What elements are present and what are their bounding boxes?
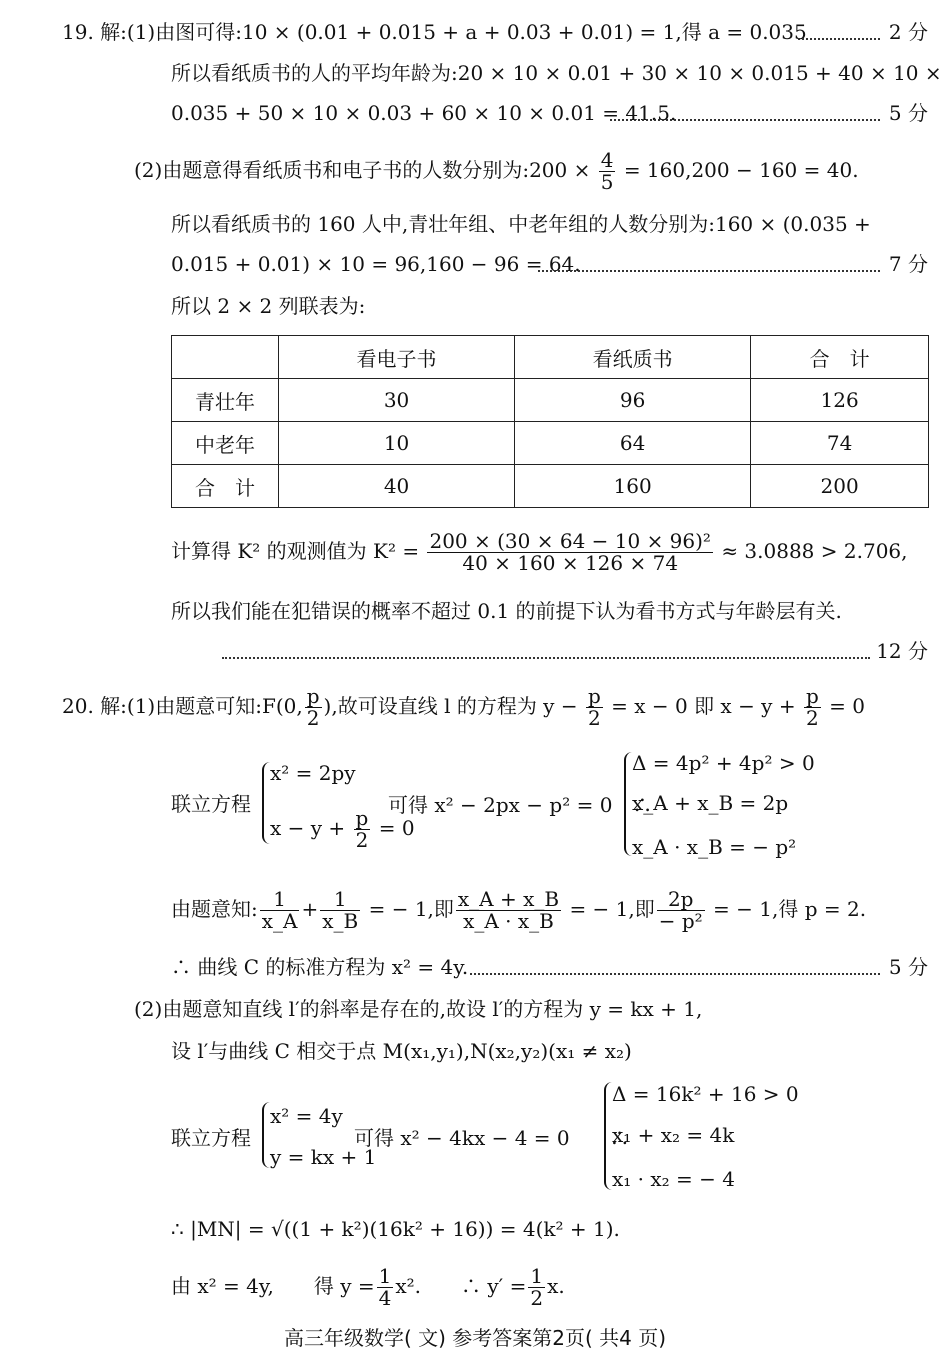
system-equation: x² = 2py: [270, 761, 356, 785]
q20-part2-line2: 设 l′与曲线 C 相交于点 M(x₁,y₁),N(x₂,y₂)(x₁ ≠ x₂): [171, 1039, 632, 1063]
table-cell: 160: [515, 465, 751, 508]
fraction: [804, 686, 821, 729]
q19-part1-line3: 0.035 + 50 × 10 × 0.03 + 60 × 10 × 0.01 = 41.5.: [171, 101, 677, 125]
table-cell: 96: [515, 379, 751, 422]
table-row: [172, 465, 929, 508]
fraction-numerator: 1: [260, 889, 300, 911]
text: (2)由题意得看纸质书和电子书的人数分别为:200 ×: [134, 158, 591, 182]
system-result-line: x₁ + x₂ = 4k: [612, 1123, 735, 1147]
fraction: [354, 808, 371, 851]
fraction-denominator: x_B: [322, 909, 359, 933]
fraction: [305, 686, 322, 729]
fraction-denominator: 2: [306, 706, 320, 730]
score-label: 5 分: [888, 955, 928, 979]
system-result-line: Δ = 4p² + 4p² > 0: [632, 751, 815, 775]
q20-part1-line3: 由题意知: $\frac{1}{x\_A}$ + $\frac{1}{x\_B}$ = − 1,即 $\frac{x\_A + x\_B}{x\_A \cdot x\_B}$ = − 1,即 $\frac{2p}{\text{− p²}}$ = − 1,得 p = 2.: [171, 887, 867, 933]
q19-conclusion: 所以我们能在犯错误的概率不超过 0.1 的前提下认为看书方式与年龄层有关.: [171, 599, 842, 623]
fraction-numerator: 1: [378, 1264, 392, 1288]
fraction-denominator: − p²: [658, 909, 703, 933]
system-result-line: x_A · x_B = − p²: [632, 835, 797, 859]
fraction-denominator: 2: [355, 828, 369, 852]
text: ≈ 3.0888 > 2.706,: [721, 539, 908, 563]
fraction-denominator: 40 × 160 × 126 × 74: [462, 551, 679, 575]
q20-part1-line1: [62, 684, 865, 729]
score-leader: [798, 38, 880, 40]
system-label: 联立方程: [171, 1126, 251, 1150]
score-label: 7 分: [888, 252, 928, 276]
score-leader: [538, 270, 880, 272]
fraction-numerator: 1: [320, 889, 360, 911]
system-result-line: x₁ · x₂ = − 4: [612, 1167, 735, 1191]
text: = − 1,得 p = 2.: [713, 897, 867, 921]
fraction: [528, 1266, 545, 1309]
k2-computation: [171, 526, 908, 576]
q19-part2-line1: [134, 148, 859, 193]
fraction-denominator: x_A: [261, 909, 298, 933]
score-label: 2 分: [888, 20, 928, 44]
text: = − 1,即: [569, 897, 655, 921]
fraction: [599, 150, 616, 193]
text: 计算得 K² 的观测值为 K² =: [171, 539, 420, 563]
q19-part1-line2: 所以看纸质书的人的平均年龄为:20 × 10 × 0.01 + 30 × 10 × 0.015 + 40 × 10 ×: [171, 61, 942, 85]
fraction: [320, 889, 360, 932]
system-result: 可得 x² − 2px − p² = 0 ∴: [388, 793, 653, 817]
table-cell: 126: [751, 379, 929, 422]
text: x.: [547, 1274, 565, 1298]
text: = x − 0 即 x − y +: [611, 694, 796, 718]
score-leader: [222, 657, 870, 659]
page-footer: 高三年级数学( 文) 参考答案第2页( 共4 页): [283, 1326, 667, 1350]
text: = 160,200 − 160 = 40.: [623, 158, 859, 182]
fraction-denominator: 4: [378, 1286, 392, 1310]
score-leader: [610, 119, 880, 121]
fraction-numerator: 4: [600, 148, 614, 172]
table-cell: 合 计: [172, 465, 279, 508]
score-leader: [470, 973, 880, 975]
text: 由题意知:: [171, 897, 258, 921]
fraction: [427, 531, 712, 574]
text: x². ∴ y′ =: [395, 1274, 527, 1298]
q19-part1-line1: 19. 解:(1)由图可得:10 × (0.01 + 0.015 + a + 0.03 + 0.01) = 1,得 a = 0.035: [62, 20, 807, 44]
table-cell: 10: [279, 422, 515, 465]
q19-part2-line2: 所以看纸质书的 160 人中,青壮年组、中老年组的人数分别为:160 × (0.035 +: [171, 212, 871, 236]
table-row: [172, 422, 929, 465]
fraction: [657, 889, 705, 932]
table-header-cell: 看纸质书: [515, 336, 751, 379]
table-cell: 30: [279, 379, 515, 422]
text: = − 1,即: [368, 897, 454, 921]
fraction-numerator: x_A + x_B: [457, 887, 560, 911]
text: = 0: [829, 694, 865, 718]
system-label: 联立方程: [171, 792, 251, 816]
q20-part2-line1: (2)由题意知直线 l′的斜率是存在的,故设 l′的方程为 y = kx + 1,: [134, 997, 703, 1021]
system-equation: x² = 4y: [270, 1104, 343, 1128]
table-cell: 64: [515, 422, 751, 465]
text: = 0: [378, 816, 415, 840]
fraction-numerator: p: [587, 684, 601, 708]
fraction: [260, 889, 300, 932]
q20-part1-line4: ∴ 曲线 C 的标准方程为 x² = 4y.: [171, 955, 469, 979]
text: 20. 解:(1)由题意可知:F(0,: [62, 694, 303, 718]
fraction-denominator: 2: [530, 1286, 544, 1310]
fraction-denominator: 2: [806, 706, 819, 730]
table-header-cell: 看电子书: [279, 336, 515, 379]
fraction-numerator: 1: [530, 1264, 544, 1288]
table-cell: 40: [279, 465, 515, 508]
text: 由 x² = 4y, 得 y =: [171, 1274, 375, 1298]
fraction: [377, 1266, 394, 1309]
fraction-numerator: p: [355, 806, 369, 830]
fraction-numerator: 200 × (30 × 64 − 10 × 96)²: [429, 529, 711, 553]
derivative-line: [171, 1262, 565, 1310]
table-header-cell: [172, 336, 279, 379]
q19-part2-line3: 0.015 + 0.01) × 10 = 96,160 − 96 = 64.: [171, 252, 581, 276]
text: ),故可设直线 l 的方程为 y −: [323, 694, 578, 718]
fraction-denominator: 5: [600, 170, 614, 194]
score-label: 12 分: [876, 639, 928, 663]
contingency-table: [171, 335, 929, 508]
fraction-numerator: p: [805, 684, 819, 708]
system-result-line: x_A + x_B = 2p: [632, 791, 789, 815]
system-result: 可得 x² − 4kx − 4 = 0 ∴: [354, 1126, 630, 1150]
table-cell: 74: [751, 422, 929, 465]
system-result-line: Δ = 16k² + 16 > 0: [612, 1082, 799, 1106]
fraction-numerator: 2p: [657, 889, 705, 911]
fraction-denominator: 2: [587, 706, 601, 730]
table-cell: 200: [751, 465, 929, 508]
fraction-numerator: p: [306, 684, 320, 708]
table-cell: 青壮年: [172, 379, 279, 422]
fraction: [586, 686, 603, 729]
system-equation: y = kx + 1: [270, 1145, 377, 1169]
fraction-denominator: x_A · x_B: [463, 909, 554, 933]
table-cell: 中老年: [172, 422, 279, 465]
table-row: [172, 379, 929, 422]
fraction: [456, 889, 561, 932]
table-header-row: [172, 336, 929, 379]
text: x − y +: [270, 816, 346, 840]
table-header-cell: 合 计: [751, 336, 929, 379]
q19-part2-line4: 所以 2 × 2 列联表为:: [171, 294, 366, 318]
mn-length-line: ∴ |MN| = √((1 + k²)(16k² + 16)) = 4(k² + 1).: [171, 1217, 620, 1241]
score-label: 5 分: [888, 101, 928, 125]
